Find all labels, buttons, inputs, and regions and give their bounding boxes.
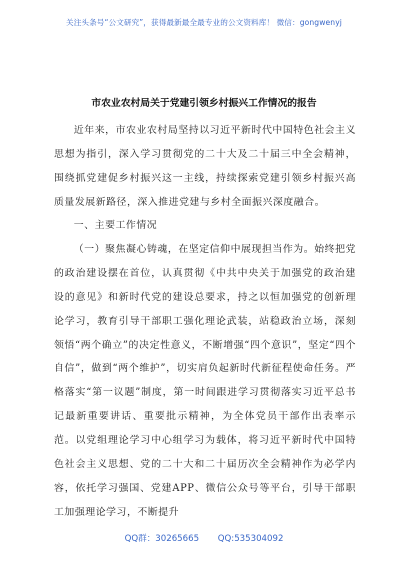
document-body	[54, 119, 356, 524]
section-heading: 一、主要工作情况	[73, 220, 158, 232]
footer-contact	[0, 532, 408, 544]
document-title: 市农业农村局关于党建引领乡村振兴工作情况的报告	[91, 98, 317, 109]
qq-number: QQ:535304092	[217, 534, 284, 544]
section-paragraph: （一）聚焦凝心铸魂，在坚定信仰中展现担当作为。始终把党的政治建设摆在首位，认真贯彻《中共中央关于加强党的政治建设的意见》和新时代党的建设总要求，持之以恒加强党的创新理论学习，教育引导干部职工强化理论武装，站稳政治立场，深刻领悟“两个确立”的决定性意义，不断增强“四个意识”，坚定“四个自信”，做到“两个维护”，切实肩负起新时代新征程使命任务。严格落实“第一议题”制度，第一时间跟进学习贯彻落实习近平总书记最新重要讲话、重要批示精神，为全体党员干部作出表率示范。以党组理论学习中心组学习为载体，将习近平新时代中国特色社会主义思想、党的二十大和二十届历次全会精神作为必学内容，依托学习强国、党建APP、微信公众号等平台，引导干部职工加强理论学习，不断提升	[54, 244, 356, 518]
intro-paragraph: 近年来，市农业农村局坚持以习近平新时代中国特色社会主义思想为指引，深入学习贯彻党的二十大及二十届三中全会精神，围绕抓党建促乡村振兴这一主线，持续探索党建引领乡村振兴高质量发展新路径，深入推进党建与乡村全面振兴深度融合。	[54, 125, 356, 208]
header-banner: 关注头条号“公文研究”，获得最新最全最专业的公文资料库！ 微信：gongwenyj	[66, 18, 342, 27]
qq-group: QQ群：30265665	[124, 534, 200, 544]
